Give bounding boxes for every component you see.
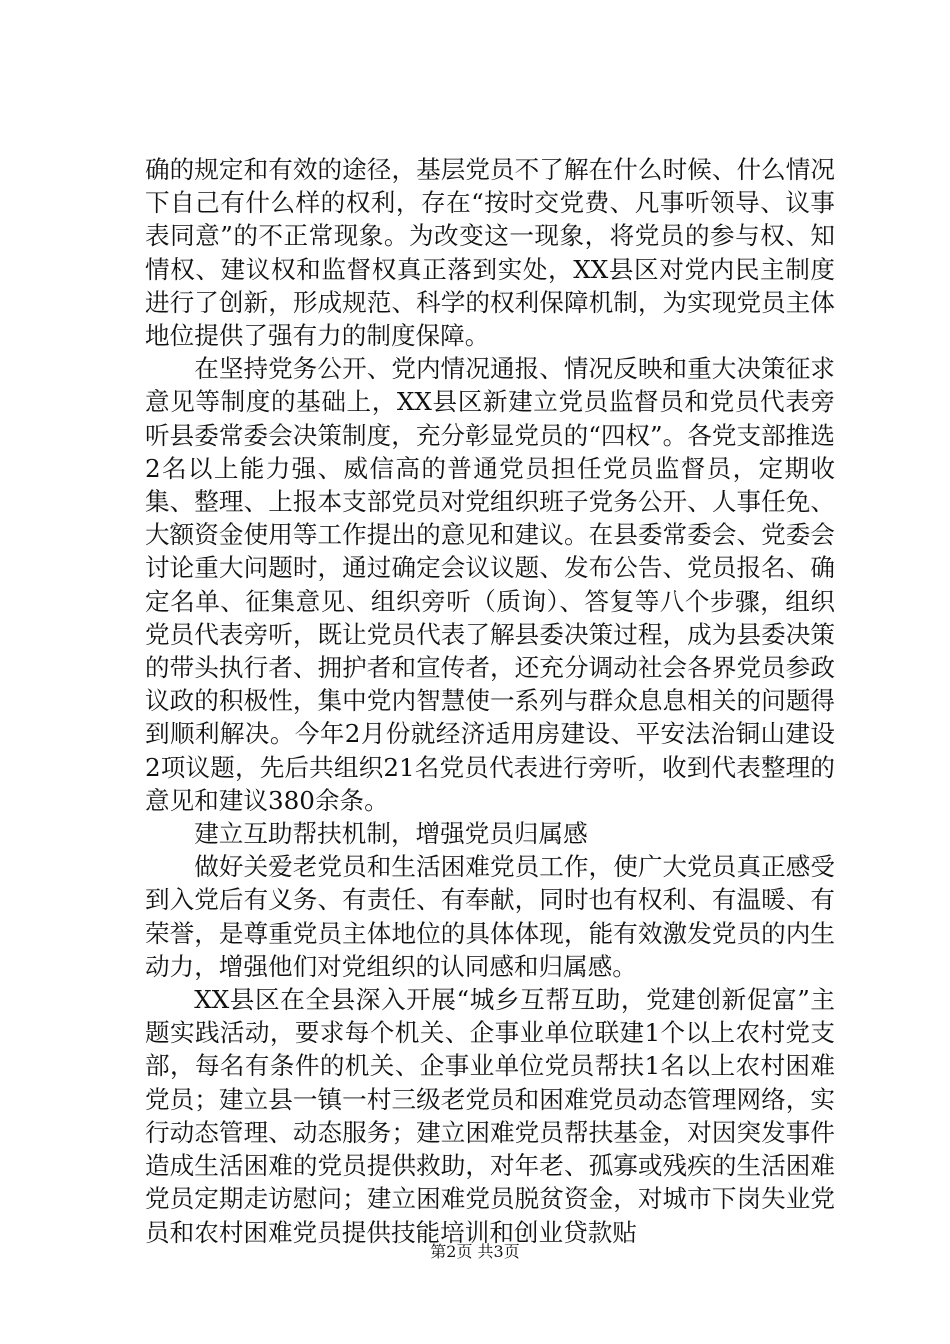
document-body (145, 153, 835, 1249)
paragraph-care: 做好关爱老党员和生活困难党员工作，使广大党员真正感受到入党后有义务、有责任、有奉献，同时也有权利、有温暖、有荣誉，是尊重党员主体地位的具体体现，能有效激发党员的内生动力，增强他们对党组织的认同感和归属感。 (145, 852, 835, 981)
section-heading: 建立互助帮扶机制，增强党员归属感 (194, 819, 588, 849)
paragraph-continuation: 确的规定和有效的途径，基层党员不了解在什么时候、什么情况下自己有什么样的权利，存在“按时交党费、凡事听领导、议事表同意”的不正常现象。为改变这一现象，将党员的参与权、知情权、建议权和监督权真正落到实处，XX县区对党内民主制度进行了创新，形成规范、科学的权利保障机制，为实现党员主体地位提供了强有力的制度保障。 (145, 155, 835, 351)
page-footer (0, 1241, 950, 1263)
paragraph-mutual-aid: XX县区在全县深入开展“城乡互帮互助，党建创新促富”主题实践活动，要求每个机关、企事业单位联建1个以上农村党支部，每名有条件的机关、企事业单位党员帮扶1名以上农村困难党员；建立县一镇一村三级老党员和困难党员动态管理网络，实行动态管理、动态服务；建立困难党员帮扶基金，对因突发事件造成生活困难的党员提供救助，对年老、孤寡或残疾的生活困难党员定期走访慰问；建立困难党员脱贫资金，对城市下岗失业党员和农村困难党员提供技能培训和创业贷款贴 (145, 985, 835, 1247)
paragraph-decision-system: 在坚持党务公开、党内情况通报、情况反映和重大决策征求意见等制度的基础上，XX县区新建立党员监督员和党员代表旁听县委常委会决策制度，充分彰显党员的“四权”。各党支部推选2名以上能力强、威信高的普通党员担任党员监督员，定期收集、整理、上报本支部党员对党组织班子党务公开、人事任免、大额资金使用等工作提出的意见和建议。在县委常委会、党委会讨论重大问题时，通过确定会议议题、发布公告、党员报名、确定名单、征集意见、组织旁听（质询）、答复等八个步骤，组织党员代表旁听，既让党员代表了解县委决策过程，成为县委决策的带头执行者、拥护者和宣传者，还充分调动社会各界党员参政议政的积极性，集中党内智慧使一系列与群众息息相关的问题得到顺利解决。今年2月份就经济适用房建设、平安法治铜山建设2项议题，先后共组织21名党员代表进行旁听，收到代表整理的意见和建议380余条。 (145, 354, 835, 815)
page-number: 第2页 共3页 (430, 1242, 520, 1261)
